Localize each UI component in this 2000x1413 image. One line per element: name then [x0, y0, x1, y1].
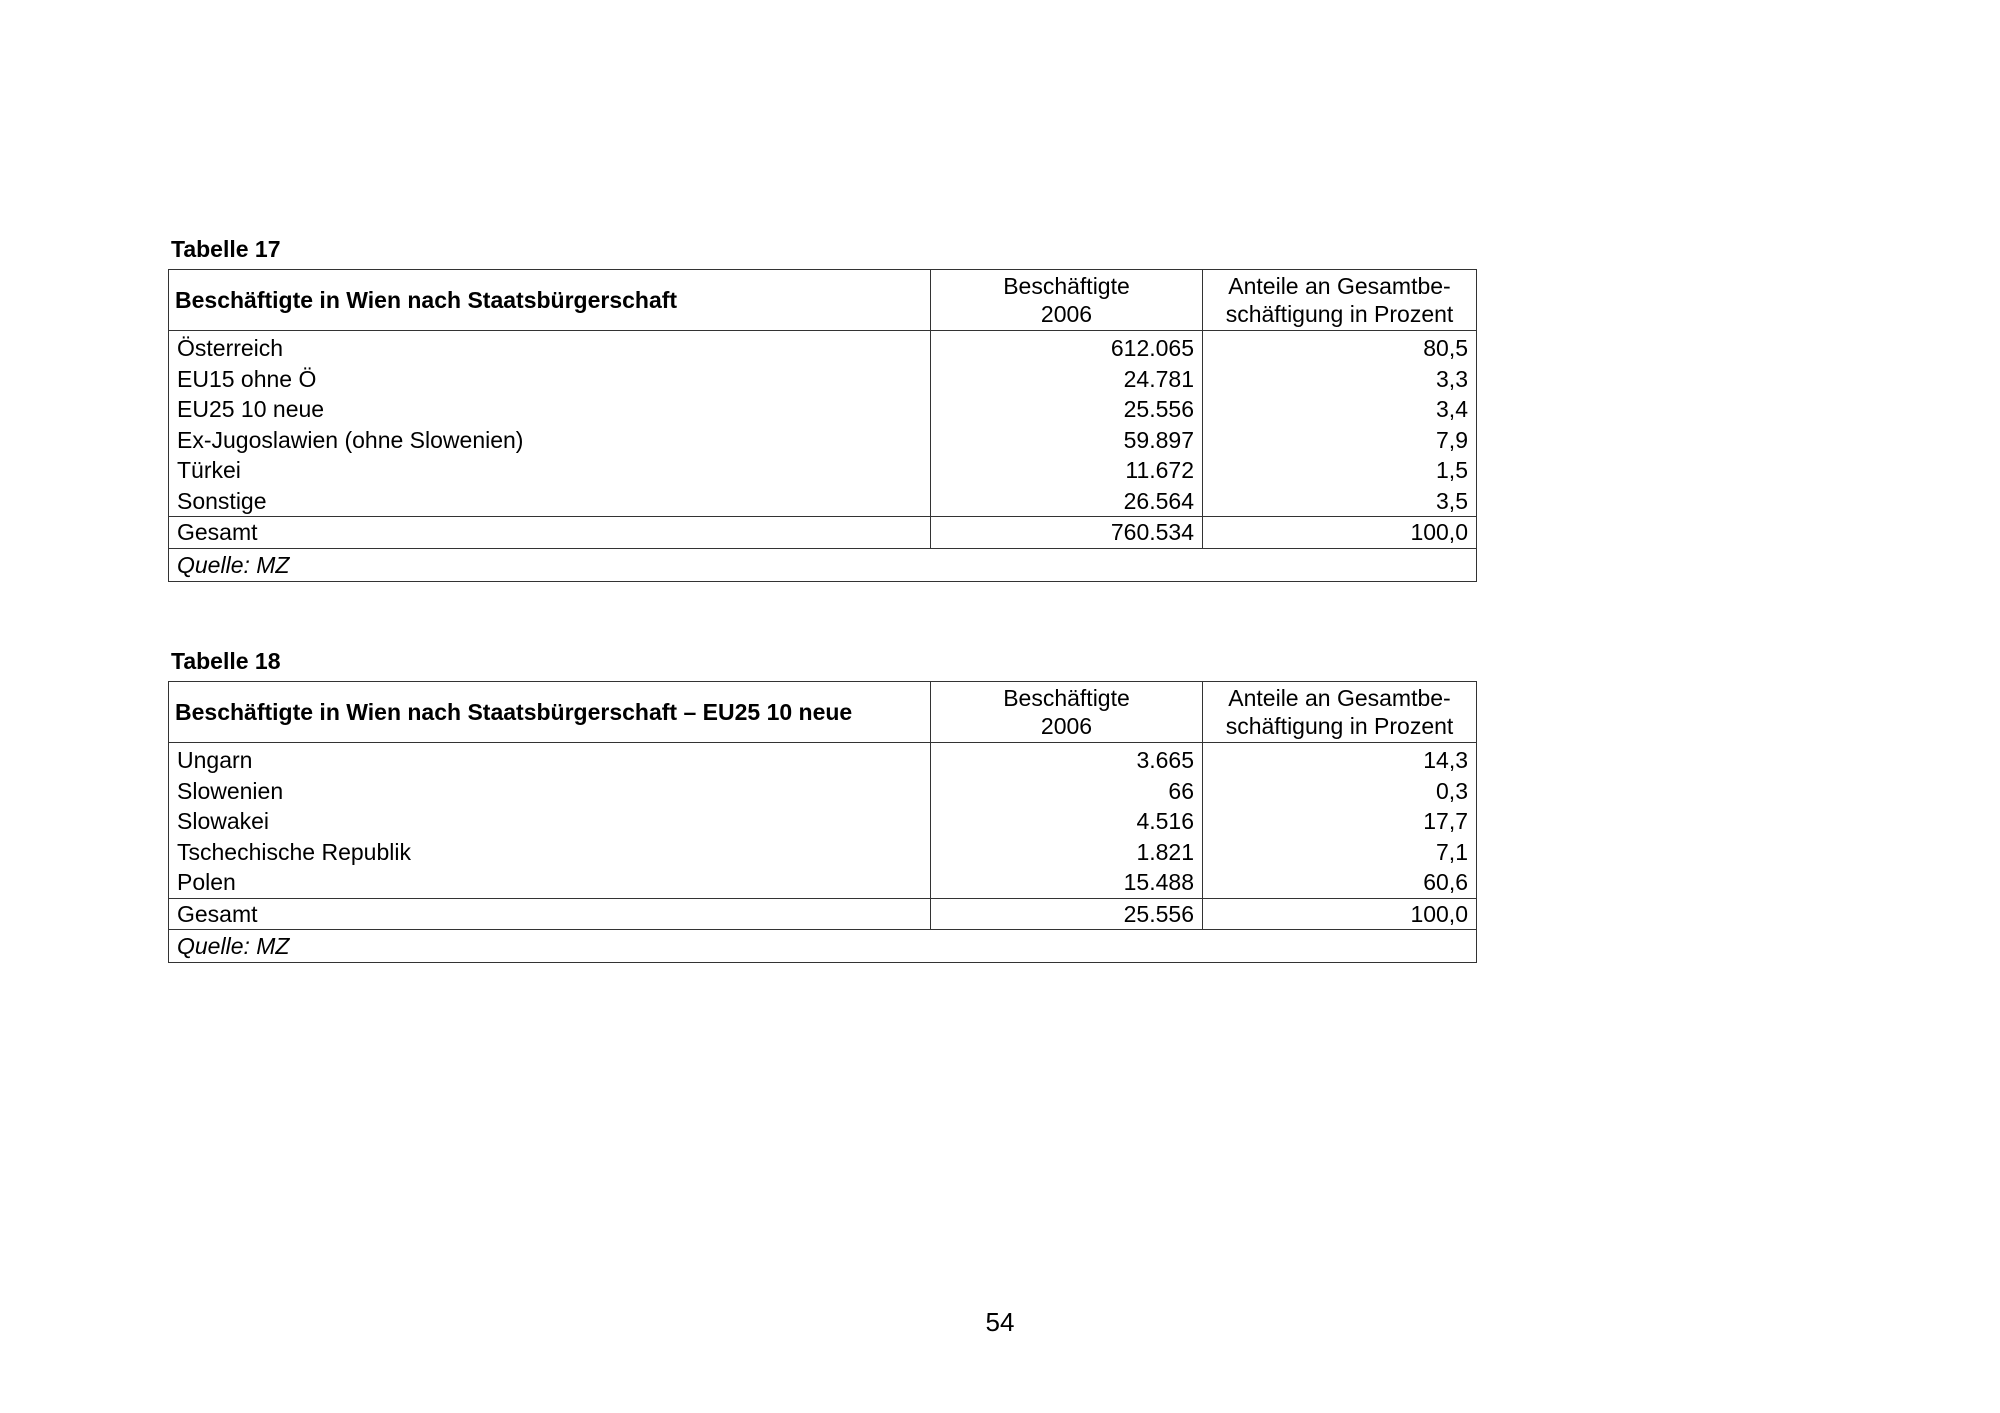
row-count: 59.897 — [931, 425, 1203, 456]
row-count: 4.516 — [931, 806, 1203, 837]
table-header-row — [169, 682, 1477, 743]
table-caption: Tabelle 17 — [171, 236, 281, 262]
column-header-line: 2006 — [1040, 301, 1093, 327]
column-header-line: Anteile an Gesamtbe- — [1228, 273, 1451, 299]
page-number: 54 — [985, 1307, 1015, 1337]
total-share: 100,0 — [1203, 898, 1477, 930]
column-header-line: Anteile an Gesamtbe- — [1228, 685, 1451, 711]
row-count: 1.821 — [931, 837, 1203, 868]
table-17 — [168, 269, 1477, 582]
row-share: 60,6 — [1203, 867, 1477, 898]
row-share: 3,5 — [1203, 486, 1477, 517]
row-count: 3.665 — [931, 743, 1203, 776]
table-row — [169, 455, 1477, 486]
row-share: 0,3 — [1203, 776, 1477, 807]
row-count: 612.065 — [931, 331, 1203, 364]
row-count: 66 — [931, 776, 1203, 807]
table-row — [169, 743, 1477, 776]
row-label: EU15 ohne Ö — [169, 364, 931, 395]
table-row — [169, 867, 1477, 898]
row-label: Sonstige — [169, 486, 931, 517]
total-row — [169, 517, 1477, 549]
column-header-line: 2006 — [1040, 713, 1093, 739]
table-row — [169, 806, 1477, 837]
table-row — [169, 776, 1477, 807]
total-share: 100,0 — [1203, 517, 1477, 549]
row-label: Österreich — [169, 331, 931, 364]
column-header-line: schäftigung in Prozent — [1225, 713, 1454, 739]
source-row — [169, 548, 1477, 581]
row-count: 15.488 — [931, 867, 1203, 898]
row-count: 25.556 — [931, 394, 1203, 425]
column-header-share — [1203, 682, 1477, 743]
row-count: 24.781 — [931, 364, 1203, 395]
column-header-line: Beschäftigte — [1003, 685, 1130, 711]
total-count: 25.556 — [931, 898, 1203, 930]
row-label: Ungarn — [169, 743, 931, 776]
row-label: Tschechische Republik — [169, 837, 931, 868]
row-share: 3,3 — [1203, 364, 1477, 395]
row-share: 17,7 — [1203, 806, 1477, 837]
table-row — [169, 394, 1477, 425]
row-label: EU25 10 neue — [169, 394, 931, 425]
row-label: Ex-Jugoslawien (ohne Slowenien) — [169, 425, 931, 456]
total-label: Gesamt — [169, 517, 931, 549]
row-share: 14,3 — [1203, 743, 1477, 776]
row-share: 80,5 — [1203, 331, 1477, 364]
row-label: Slowakei — [169, 806, 931, 837]
table-18 — [168, 681, 1477, 963]
row-share: 7,1 — [1203, 837, 1477, 868]
table-row — [169, 364, 1477, 395]
row-share: 7,9 — [1203, 425, 1477, 456]
table-18-block — [168, 648, 1476, 963]
table-row — [169, 486, 1477, 517]
table-caption: Tabelle 18 — [171, 648, 281, 674]
total-count: 760.534 — [931, 517, 1203, 549]
column-header-line: schäftigung in Prozent — [1225, 301, 1454, 327]
row-count: 26.564 — [931, 486, 1203, 517]
source-note: Quelle: MZ — [169, 930, 1477, 963]
row-label: Polen — [169, 867, 931, 898]
column-header-share — [1203, 270, 1477, 331]
column-header-count — [931, 682, 1203, 743]
row-count: 11.672 — [931, 455, 1203, 486]
total-label: Gesamt — [169, 898, 931, 930]
column-header-count — [931, 270, 1203, 331]
column-header-line: Beschäftigte — [1003, 273, 1130, 299]
source-row — [169, 930, 1477, 963]
table-row — [169, 331, 1477, 364]
table-header-row — [169, 270, 1477, 331]
row-share: 1,5 — [1203, 455, 1477, 486]
table-17-block — [168, 236, 1476, 582]
row-label: Slowenien — [169, 776, 931, 807]
source-note: Quelle: MZ — [169, 548, 1477, 581]
table-title: Beschäftigte in Wien nach Staatsbürgerschaft – EU25 10 neue — [169, 682, 931, 743]
row-share: 3,4 — [1203, 394, 1477, 425]
table-row — [169, 837, 1477, 868]
row-label: Türkei — [169, 455, 931, 486]
table-title: Beschäftigte in Wien nach Staatsbürgerschaft — [169, 270, 931, 331]
total-row — [169, 898, 1477, 930]
table-row — [169, 425, 1477, 456]
